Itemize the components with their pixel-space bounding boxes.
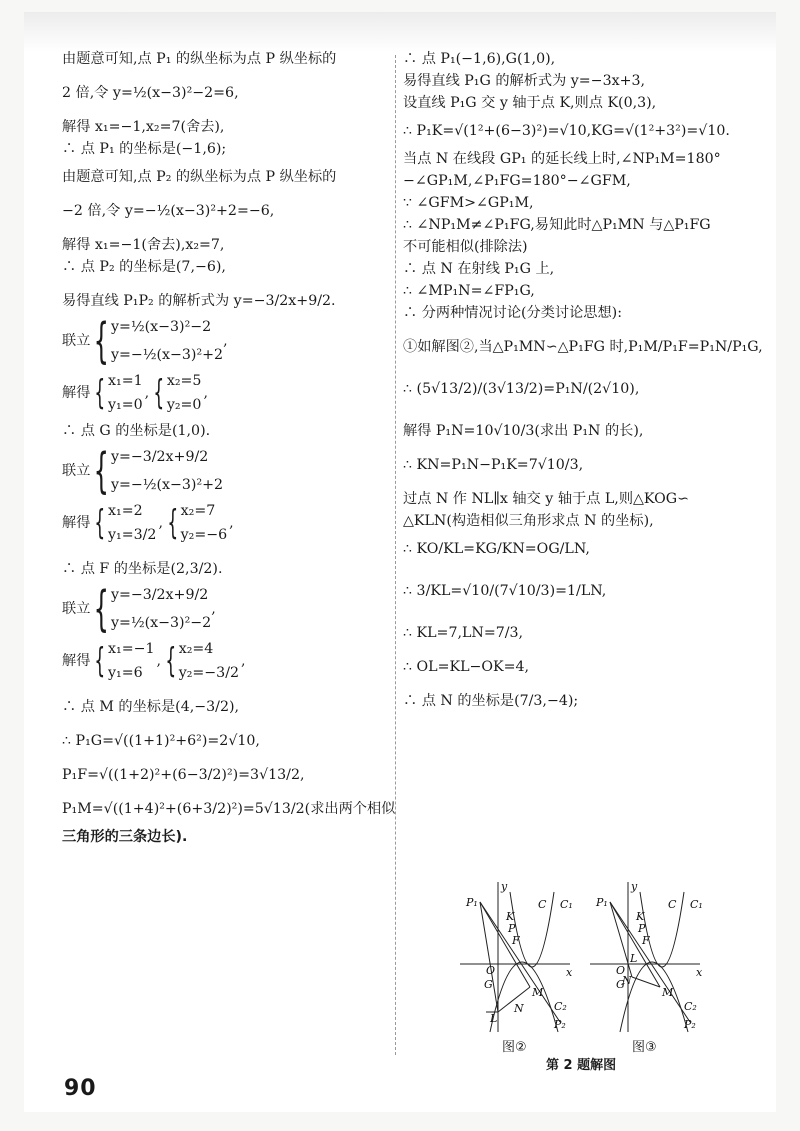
label-n: N xyxy=(622,974,632,987)
text-line: 解得 x₁=−1(舍去),x₂=7, xyxy=(62,237,225,253)
text-line: ∴ 点 P₁ 的坐标是(−1,6); xyxy=(62,141,227,157)
solution-value: y₁=0 xyxy=(108,397,143,413)
system-label: 联立 xyxy=(62,463,91,479)
equation-system-2 xyxy=(62,443,380,499)
text-line: 解得 P₁N=10√10/3(求出 P₁N 的长), xyxy=(403,423,644,439)
separator: , xyxy=(158,515,163,531)
solution-value: x₂=4 xyxy=(178,641,214,657)
line-p1g xyxy=(480,902,498,1012)
label-p: P xyxy=(638,922,646,935)
label-c1: C₁ xyxy=(690,898,703,911)
label-y: y xyxy=(631,880,638,893)
text-line: ∴ P₁G=√((1+1)²+6²)=2√10, xyxy=(62,733,260,749)
brace-symbol: { xyxy=(165,641,177,681)
label-l: L xyxy=(630,952,638,965)
equation-system-1 xyxy=(62,313,380,369)
label-n: N xyxy=(514,1002,524,1015)
parabola-c2 xyxy=(490,962,558,1032)
solution-value: x₁=1 xyxy=(108,373,143,389)
text-line: ∴ 点 M 的坐标是(4,−3/2), xyxy=(62,699,240,715)
brace-symbol: { xyxy=(94,313,110,369)
solution-label: 解得 xyxy=(62,653,91,669)
text-line: 过点 N 作 NL∥x 轴交 y 轴于点 L,则△KOG∽ xyxy=(403,491,689,507)
page-number: 90 xyxy=(64,1076,97,1101)
solution-value: x₁=−1 xyxy=(108,641,155,657)
text-line: ∴ 点 N 在射线 P₁G 上, xyxy=(403,261,555,277)
figure-label-left: 图② xyxy=(502,1040,527,1055)
system-equation: y=−3/2x+9/2 xyxy=(110,587,209,603)
brace-symbol: { xyxy=(94,443,110,499)
brace-symbol: { xyxy=(94,581,110,637)
solution-value: x₁=2 xyxy=(108,503,143,519)
text-line: 易得直线 P₁G 的解析式为 y=−3x+3, xyxy=(403,73,646,89)
system-equation: y=−½(x−3)²+2 xyxy=(110,347,224,363)
figure-svg xyxy=(450,872,750,1072)
label-l: L xyxy=(490,1012,498,1025)
column-divider xyxy=(395,55,396,1055)
separator: , xyxy=(144,385,150,401)
label-c2: C₂ xyxy=(684,1000,697,1013)
page-top-shade xyxy=(24,12,776,52)
text-line: ∴ 点 P₂ 的坐标是(7,−6), xyxy=(62,259,226,275)
text-line: 当点 N 在线段 GP₁ 的延长线上时,∠NP₁M=180° xyxy=(403,151,721,167)
label-c2: C₂ xyxy=(554,1000,567,1013)
solution-value: y₁=3/2 xyxy=(108,527,157,543)
segment-mn xyxy=(632,977,660,987)
label-f: F xyxy=(642,934,650,947)
brace-symbol: { xyxy=(153,373,165,413)
text-line: P₁F=√((1+2)²+(6−3/2)²)=3√13/2, xyxy=(62,767,305,783)
line-p1p2 xyxy=(610,902,690,1022)
label-c: C xyxy=(538,898,547,911)
text-line: −∠GP₁M,∠P₁FG=180°−∠GFM, xyxy=(403,173,631,189)
text-line: ①如解图②,当△P₁MN∽△P₁FG 时,P₁M/P₁F=P₁N/P₁G, xyxy=(403,339,763,355)
system-end: , xyxy=(211,601,216,617)
solution-end: , xyxy=(241,653,246,669)
label-p2: P₂ xyxy=(684,1018,696,1031)
text-line: ∴ ∠MP₁N=∠FP₁G, xyxy=(403,283,535,299)
solution-value: y₂=0 xyxy=(166,397,202,413)
left-column xyxy=(62,48,396,848)
equation-system-3 xyxy=(62,581,380,637)
text-line: 设直线 P₁G 交 y 轴于点 K,则点 K(0,3), xyxy=(403,95,657,111)
system-label: 联立 xyxy=(62,601,91,617)
solution-value: y₁=6 xyxy=(108,665,143,681)
label-k: K xyxy=(506,910,515,923)
label-p2: P₂ xyxy=(554,1018,566,1031)
text-line: ∵ ∠GFM>∠GP₁M, xyxy=(403,195,534,211)
text-line: ∴ ∠NP₁M≠∠P₁FG,易知此时△P₁MN 与△P₁FG xyxy=(403,217,711,233)
label-y: y xyxy=(501,880,508,893)
text-line: ∴ 点 P₁(−1,6),G(1,0), xyxy=(403,51,556,67)
text-line: ∴ 点 N 的坐标是(7/3,−4); xyxy=(403,693,579,709)
system-equation: y=−½(x−3)²+2 xyxy=(110,477,224,493)
text-line: −2 倍,令 y=−½(x−3)²+2=−6, xyxy=(62,203,275,219)
right-column xyxy=(403,48,763,712)
text-line: ∴ 3/KL=√10/(7√10/3)=1/LN, xyxy=(403,583,607,599)
text-line: △KLN(构造相似三角形求点 N 的坐标), xyxy=(403,513,654,529)
solution-figure xyxy=(450,872,750,1072)
solution-value: y₂=−3/2 xyxy=(178,665,239,681)
text-line: 不可能相似(排除法) xyxy=(403,239,528,255)
solution-end: , xyxy=(203,385,208,401)
label-o: O xyxy=(486,964,496,977)
text-line: 2 倍,令 y=½(x−3)²−2=6, xyxy=(62,85,239,101)
solution-label: 解得 xyxy=(62,515,91,531)
solution-value: x₂=5 xyxy=(166,373,202,389)
text-line: 由题意可知,点 P₁ 的纵坐标为点 P 纵坐标的 xyxy=(62,51,337,67)
solution-1 xyxy=(62,370,380,416)
text-line: 三角形的三条边长). xyxy=(62,829,188,845)
text-line: ∴ P₁K=√(1²+(6−3)²)=√10,KG=√(1²+3²)=√10. xyxy=(403,123,730,139)
label-x: x xyxy=(696,966,703,979)
solution-value: y₂=−6 xyxy=(180,527,228,543)
text-line: 解得 x₁=−1,x₂=7(舍去), xyxy=(62,119,225,135)
label-g: G xyxy=(616,978,625,991)
solution-2 xyxy=(62,500,380,546)
separator: , xyxy=(156,653,162,669)
solution-end: , xyxy=(229,515,234,531)
label-c: C xyxy=(668,898,677,911)
text-line: ∴ KL=7,LN=7/3, xyxy=(403,625,524,641)
brace-symbol: { xyxy=(167,503,179,543)
label-k: K xyxy=(636,910,645,923)
label-g: G xyxy=(484,978,493,991)
text-line: 易得直线 P₁P₂ 的解析式为 y=−3/2x+9/2. xyxy=(62,293,336,309)
text-line: ∴ 分两种情况讨论(分类讨论思想): xyxy=(403,305,622,321)
system-equation: y=−3/2x+9/2 xyxy=(110,449,209,465)
parabola-c1 xyxy=(640,892,684,967)
text-line: ∴ 点 F 的坐标是(2,3/2). xyxy=(62,561,223,577)
text-line: ∴ KN=P₁N−P₁K=7√10/3, xyxy=(403,457,584,473)
solution-label: 解得 xyxy=(62,385,91,401)
text-line: ∴ 点 G 的坐标是(1,0). xyxy=(62,423,211,439)
brace-symbol: { xyxy=(94,503,106,543)
figure-caption: 第 2 题解图 xyxy=(546,1058,617,1073)
parabola-c1 xyxy=(510,892,554,967)
system-equation: y=½(x−3)²−2 xyxy=(110,319,212,335)
label-p1: P₁ xyxy=(596,896,608,909)
text-line: ∴ OL=KL−OK=4, xyxy=(403,659,530,675)
text-line: 由题意可知,点 P₂ 的纵坐标为点 P 纵坐标的 xyxy=(62,169,337,185)
system-equation: y=½(x−3)²−2 xyxy=(110,615,212,631)
text-line: ∴ (5√13/2)/(3√13/2)=P₁N/(2√10), xyxy=(403,381,640,397)
solution-3 xyxy=(62,638,380,684)
figure-label-right: 图③ xyxy=(632,1040,657,1055)
label-m: M xyxy=(532,986,544,999)
label-x: x xyxy=(566,966,573,979)
label-o: O xyxy=(616,964,626,977)
label-m: M xyxy=(662,986,674,999)
label-p: P xyxy=(508,922,516,935)
solution-value: x₂=7 xyxy=(180,503,216,519)
label-f: F xyxy=(512,934,520,947)
text-line: ∴ KO/KL=KG/KN=OG/LN, xyxy=(403,541,590,557)
label-p1: P₁ xyxy=(466,896,478,909)
brace-symbol: { xyxy=(94,373,106,413)
system-end: , xyxy=(223,333,228,349)
brace-symbol: { xyxy=(94,641,106,681)
label-c1: C₁ xyxy=(560,898,573,911)
system-label: 联立 xyxy=(62,333,91,349)
text-line: P₁M=√((1+4)²+(6+3/2)²)=5√13/2(求出两个相似 xyxy=(62,801,396,817)
